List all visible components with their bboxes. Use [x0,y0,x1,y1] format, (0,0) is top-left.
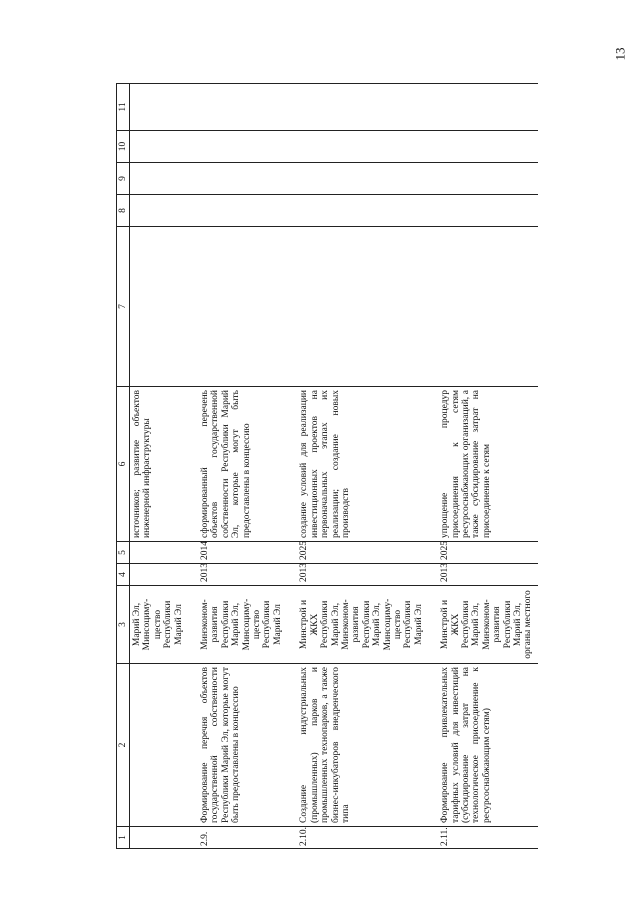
column-7-cell [428,227,538,387]
end-year-cell: 2025 [287,542,428,564]
start-year-cell [130,564,189,586]
table-row-continuation [130,84,189,849]
column-8-cell [428,195,538,227]
column-10-cell [130,131,189,163]
executor-cell: Марий Эл, Минсоциму-щество Республики Марий Эл [130,586,189,664]
end-year-cell [130,542,189,564]
end-year-cell: 2014 [188,542,287,564]
column-header-11: 11 [117,84,130,131]
column-header-3: 3 [117,586,130,664]
rotated-table-container [116,88,588,849]
column-header-2: 2 [117,664,130,827]
column-header-1: 1 [117,827,130,849]
measure-name-cell: Создание индустриальных (промышленных) парков и промышленных технопарков, а также бизнес-инкубаторов внедренческого типа [287,664,428,827]
row-number-cell [130,827,189,849]
executor-cell: Минстрой и ЖКХ Республики Марий Эл, Минэконом-развития Республики Марий Эл, Минсоциму-щество Республики Марий Эл [287,586,428,664]
page-number: 13 [612,47,628,61]
column-header-6: 6 [117,387,130,542]
column-9-cell [188,163,287,195]
table-row [188,84,287,849]
result-cell: сформированный перечень объектов государственной собственности Республики Марий Эл, которые могут быть предоставлены в концессию [188,387,287,542]
column-header-5: 5 [117,542,130,564]
end-year-cell: 2025 [428,542,538,564]
row-number-cell: 2.10. [287,827,428,849]
column-9-cell [130,163,189,195]
start-year-cell: 2013 [188,564,287,586]
column-header-8: 8 [117,195,130,227]
measure-name-cell: Формирование перечня объектов государственной собственности Республики Марий Эл, которые могут быть предоставлены в концессию [188,664,287,827]
start-year-cell: 2013 [428,564,538,586]
row-number-cell: 2.9. [188,827,287,849]
column-10-cell [287,131,428,163]
start-year-cell: 2013 [287,564,428,586]
column-8-cell [287,195,428,227]
result-cell: упрощение процедур присоединения к сетям ресурсоснабжающих организаций, а также субсидирование затрат на присоединение к сетям [428,387,538,542]
table-row [428,84,538,849]
column-11-cell [428,84,538,131]
column-9-cell [428,163,538,195]
column-9-cell [287,163,428,195]
measure-name-cell: Формирование привлекательных тарифных условий для инвестиций (субсидирование затрат на технологическое присоединение к ресурсоснабжающим сетям) [428,664,538,827]
column-number-header-row [117,84,130,849]
measures-table [116,83,538,849]
executor-cell: Минстрой и ЖКХ Республики Марий Эл, Минэконом-развития Республики Марий Эл, органы местного [428,586,538,664]
column-11-cell [130,84,189,131]
column-8-cell [188,195,287,227]
column-header-4: 4 [117,564,130,586]
column-10-cell [428,131,538,163]
table-row [287,84,428,849]
column-7-cell [130,227,189,387]
column-7-cell [188,227,287,387]
column-10-cell [188,131,287,163]
column-11-cell [287,84,428,131]
result-cell: создание условий для реализации инвестиционных проектов на первоначальных этапах их реализации; создание новых производств [287,387,428,542]
column-header-7: 7 [117,227,130,387]
result-cell: источников; развитие объектов инженерной инфраструктуры [130,387,189,542]
column-header-10: 10 [117,131,130,163]
measure-name-cell [130,664,189,827]
column-7-cell [287,227,428,387]
column-8-cell [130,195,189,227]
column-header-9: 9 [117,163,130,195]
column-11-cell [188,84,287,131]
row-number-cell: 2.11. [428,827,538,849]
executor-cell: Минэконом-развития Республики Марий Эл, Минсоциму-щество Республики Марий Эл [188,586,287,664]
